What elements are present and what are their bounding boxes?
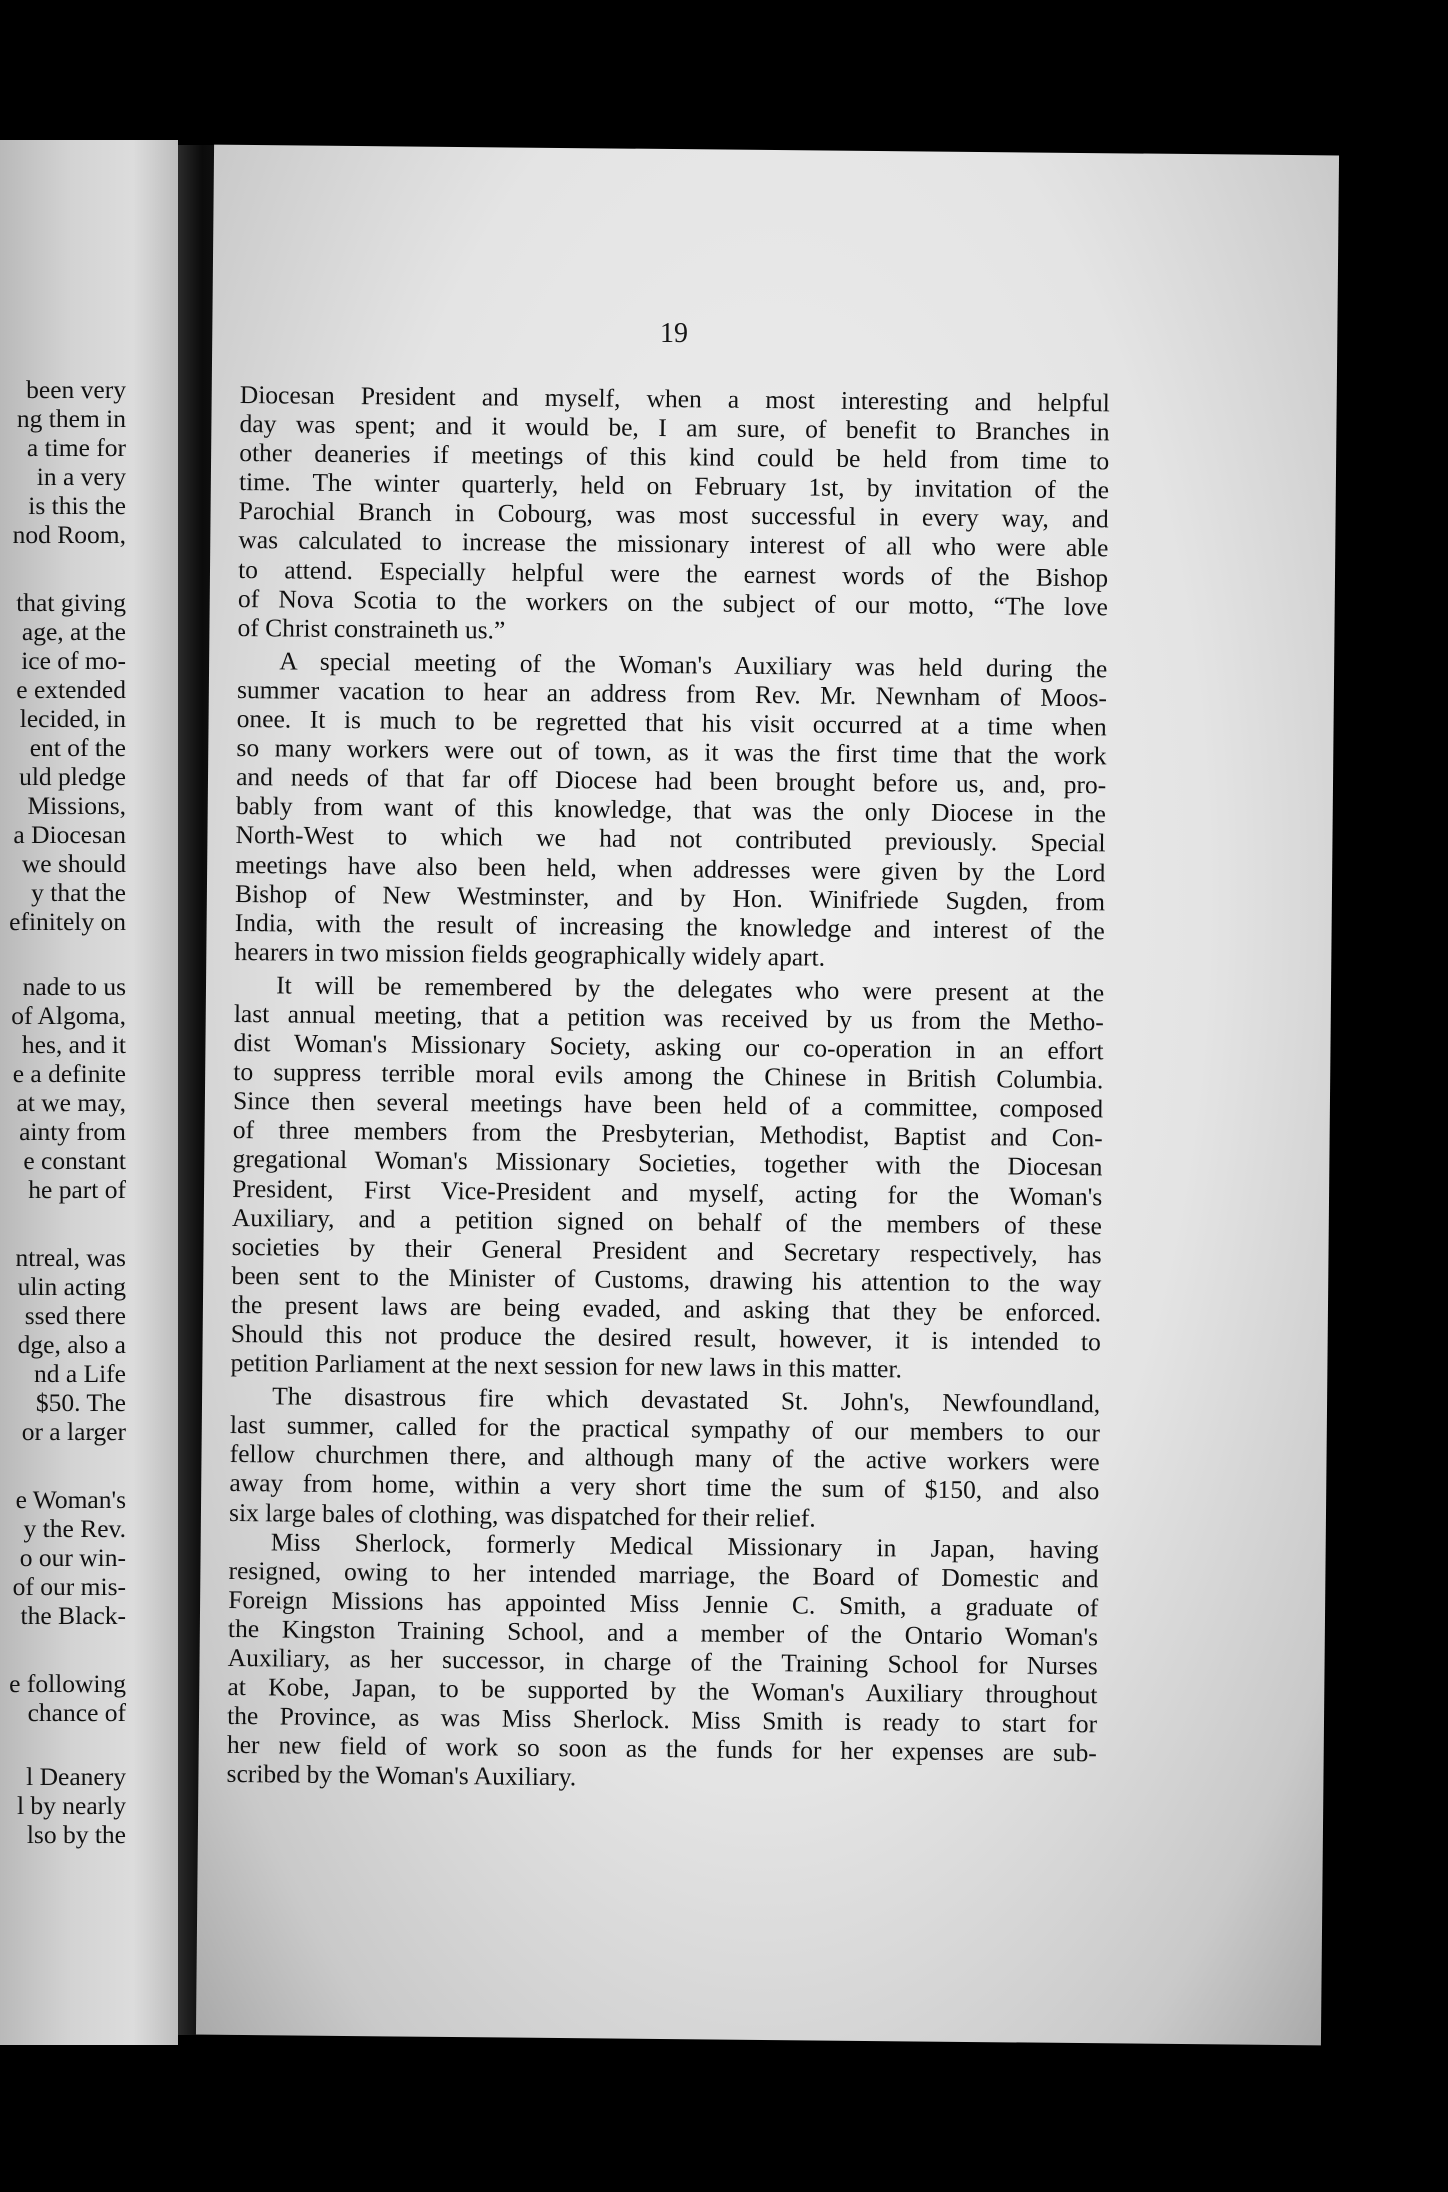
text-line: time. The winter quarterly, held on February 1st, by invitation of the: [238, 467, 1110, 505]
text-line: North-West to which we had not contributed previously. Special: [235, 820, 1106, 858]
text-line: Bishop of New Westminster, and by Hon. Winifriede Sugden, from: [234, 878, 1106, 916]
text-line: Since then several meetings have been held of a committee, composed: [232, 1086, 1104, 1124]
text-line: away from home, within a very short time the sum of $150, and also: [229, 1468, 1100, 1506]
text-line: of Nova Scotia to the workers on the subject of our motto, “The love: [237, 583, 1109, 621]
left-page-line: in a very: [36, 462, 126, 491]
paragraph-first-line: The disastrous fire which devastated St. John's, Newfoundland,: [272, 1381, 1101, 1419]
text-line: India, with the result of increasing the knowledge and interest of the: [234, 907, 1105, 946]
text-line: Auxiliary, as her successor, in charge of the Training School for Nurses: [227, 1642, 1098, 1681]
left-page-line: ainty from: [19, 1117, 126, 1146]
left-page-line: ssed there: [24, 1301, 126, 1330]
text-line: societies by their General President and Secretary respectively, has: [231, 1231, 1102, 1270]
left-page-line: hes, and it: [21, 1030, 126, 1059]
text-line: gregational Woman's Missionary Societies, together with the Diocesan: [232, 1144, 1103, 1182]
text-line: last annual meeting, that a petition was received by us from the Metho-: [233, 998, 1105, 1037]
left-page-line: nd a Life: [33, 1359, 126, 1388]
text-line: so many workers were out of town, as it was the first time that the work: [236, 733, 1107, 771]
text-line: summer vacation to hear an address from Rev. Mr. Newnham of Moos-: [236, 674, 1108, 713]
text-line: President, First Vice-President and myself, acting for the Woman's: [232, 1173, 1103, 1211]
left-page-line: chance of: [27, 1698, 126, 1727]
left-page-line: ent of the: [29, 733, 126, 762]
left-page-line: the Black-: [20, 1601, 126, 1630]
left-page-line: dge, also a: [17, 1330, 126, 1359]
text-line: dist Woman's Missionary Society, asking our co-operation in an effort: [233, 1028, 1104, 1066]
left-page-line: ng them in: [16, 404, 126, 433]
left-page-line: or a larger: [21, 1417, 126, 1446]
left-page-line: uld pledge: [19, 762, 126, 791]
left-page-line: ice of mo-: [21, 646, 126, 675]
left-page-line: ulin acting: [17, 1272, 126, 1301]
text-line: was calculated to increase the missionary interest of all who were able: [238, 525, 1109, 563]
left-page-line: ntreal, was: [15, 1243, 126, 1272]
left-page-line: lecided, in: [19, 704, 126, 733]
paragraph-first-line: Miss Sherlock, formerly Medical Missionary in Japan, having: [270, 1527, 1099, 1564]
left-page-line: e Woman's: [15, 1485, 126, 1514]
body-text: [226, 380, 1109, 1797]
paragraph-first-line: A special meeting of the Woman's Auxiliary was held during the: [279, 646, 1108, 684]
text-line: onee. It is much to be regretted that his visit occurred at a time when: [236, 704, 1107, 742]
left-facing-page: [0, 140, 178, 2045]
text-line: and needs of that far off Diocese had been brought before us, and, pro-: [236, 762, 1107, 800]
left-page-line: Missions,: [27, 791, 126, 820]
left-page-line: e extended: [16, 675, 126, 704]
left-page-line: l Deanery: [26, 1762, 126, 1791]
left-page-line: y that the: [31, 878, 126, 907]
text-line: at Kobe, Japan, to be supported by the Woman's Auxiliary throughout: [227, 1672, 1098, 1710]
text-line: Diocesan President and myself, when a most interesting and helpful: [239, 380, 1110, 418]
text-line: of three members from the Presbyterian, Methodist, Baptist and Con-: [232, 1115, 1103, 1153]
text-line: day was spent; and it would be, I am sure, of benefit to Branches in: [239, 409, 1110, 447]
text-line: six large bales of clothing, was dispatched for their relief.: [228, 1497, 816, 1533]
text-line: the Province, as was Miss Sherlock. Miss Smith is ready to start for: [227, 1701, 1098, 1739]
left-page-line: efinitely on: [9, 907, 126, 936]
left-page-line: we should: [21, 849, 126, 878]
text-line: Auxiliary, and a petition signed on behalf of the members of these: [231, 1202, 1103, 1240]
paragraph-first-line: It will be remembered by the delegates who were present at the: [276, 970, 1105, 1008]
text-line: to suppress terrible moral evils among the Chinese in British Columbia.: [233, 1057, 1104, 1095]
text-line: scribed by the Woman's Auxiliary.: [226, 1759, 577, 1792]
text-line: of Christ constraineth us.”: [237, 612, 506, 645]
text-line: Parochial Branch in Cobourg, was most successful in every way, and: [238, 496, 1109, 534]
left-page-line: that giving: [16, 588, 126, 617]
text-line: fellow churchmen there, and although many of the active workers were: [229, 1439, 1100, 1477]
text-line: other deaneries if meetings of this kind could be held from time to: [239, 438, 1110, 476]
page-number: 19: [660, 318, 688, 349]
text-line: the present laws are being evaded, and asking that they be enforced.: [230, 1289, 1102, 1328]
left-page-line: a time for: [26, 433, 126, 462]
left-page-line: nod Room,: [12, 520, 126, 549]
left-page-line: y the Rev.: [23, 1514, 126, 1543]
left-page-line: e a definite: [12, 1059, 126, 1088]
left-page-line: nade to us: [22, 972, 126, 1001]
left-page-line: of our mis-: [12, 1572, 126, 1601]
left-page-line: lso by the: [26, 1820, 126, 1849]
text-line: hearers in two mission fields geographically widely apart.: [234, 936, 826, 972]
text-line: Should this not produce the desired result, however, it is intended to: [230, 1318, 1101, 1357]
text-line: petition Parliament at the next session for new laws in this matter.: [230, 1348, 903, 1384]
left-page-line: is this the: [28, 491, 126, 520]
left-page-line: been very: [26, 375, 126, 404]
left-page-line: at we may,: [16, 1088, 126, 1117]
text-line: resigned, owing to her intended marriage, the Board of Domestic and: [228, 1555, 1099, 1594]
text-line: Foreign Missions has appointed Miss Jennie C. Smith, a graduate of: [228, 1584, 1099, 1623]
left-page-line: $50. The: [35, 1388, 126, 1417]
text-line: bably from want of this knowledge, that was the only Diocese in the: [235, 791, 1107, 829]
left-page-line: e following: [9, 1669, 126, 1698]
text-line: her new field of work so soon as the funds for her expenses are sub-: [226, 1730, 1097, 1768]
text-line: the Kingston Training School, and a member of the Ontario Woman's: [227, 1613, 1099, 1652]
left-page-line: age, at the: [21, 617, 126, 646]
left-page-line: he part of: [28, 1175, 126, 1204]
text-line: meetings have also been held, when addresses were given by the Lord: [235, 849, 1106, 887]
left-page-line: e constant: [23, 1146, 126, 1175]
text-line: been sent to the Minister of Customs, drawing his attention to the way: [231, 1260, 1102, 1299]
left-page-line: o our win-: [19, 1543, 126, 1572]
text-line: last summer, called for the practical sympathy of our members to our: [229, 1410, 1101, 1448]
left-page-line: of Algoma,: [11, 1001, 126, 1030]
left-page-line: a Diocesan: [13, 820, 126, 849]
left-page-line: l by nearly: [16, 1791, 126, 1820]
text-line: to attend. Especially helpful were the earnest words of the Bishop: [238, 554, 1109, 592]
